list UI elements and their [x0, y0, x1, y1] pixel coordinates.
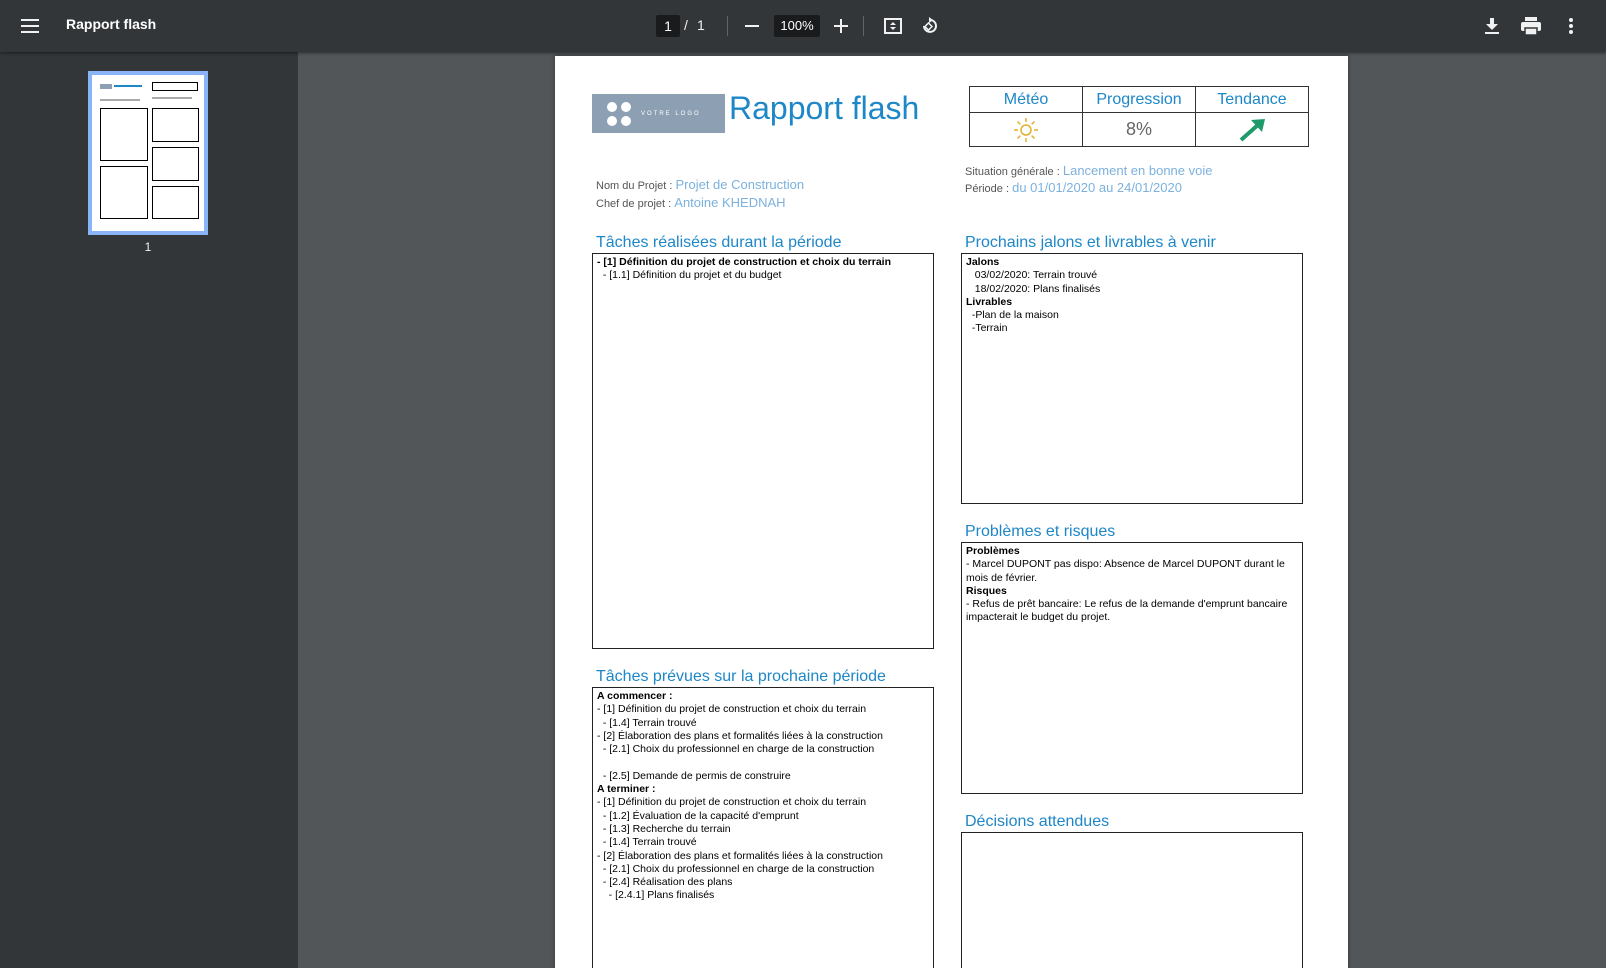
thumb-line: [152, 97, 192, 99]
livrable-line: -Terrain: [966, 322, 1008, 335]
planned-task-line: - [1.4] Terrain trouvé: [597, 716, 697, 729]
logo-text: VOTRE LOGO: [641, 110, 701, 117]
planned-task-line: - [2.4] Réalisation des plans: [597, 876, 733, 889]
thumb-box: [152, 108, 199, 142]
planned-task-line: - [1.3] Recherche du terrain: [597, 822, 731, 835]
planned-task-line: - [2] Élaboration des plans et formalités liées à la construction: [597, 729, 883, 742]
planned-task-line: - [2.1] Choix du professionnel en charge de la construction: [597, 743, 875, 756]
planned-task-line: - [2.1] Choix du professionnel en charge de la construction: [597, 862, 875, 875]
planned-task-line: - [2.5] Demande de permis de construire: [597, 769, 791, 782]
kpi-table: [969, 86, 1309, 147]
planned-tasks-title: Tâches prévues sur la prochaine période: [596, 668, 886, 685]
report-title: Rapport flash: [729, 90, 920, 126]
situation-row: [965, 163, 1212, 178]
thumb-box: [152, 186, 199, 219]
problem-line: - Marcel DUPONT pas dispo: Absence de Marcel DUPONT durant le mois de février.: [966, 558, 1285, 584]
more-options-icon[interactable]: [1555, 10, 1587, 42]
livrables-label: Livrables: [966, 295, 1013, 308]
period-label: Période :: [965, 183, 1010, 195]
zoom-level-input[interactable]: 100%: [774, 15, 820, 37]
risk-line: - Refus de prêt bancaire: Le refus de la demande d'emprunt bancaire impacterait le budget du projet.: [966, 598, 1288, 624]
sun-icon: [1013, 117, 1039, 143]
fit-to-page-icon[interactable]: [877, 10, 909, 42]
thumb-line: [100, 99, 140, 101]
kpi-meteo-header: Météo: [970, 87, 1083, 113]
thumbnail-sidebar: [0, 52, 298, 968]
thumb-box: [152, 147, 199, 181]
zoom-in-icon[interactable]: [825, 10, 857, 42]
milestones-box: [961, 253, 1303, 504]
kpi-progression-header: Progression: [1083, 87, 1196, 113]
done-task-line: - [1] Définition du projet de construction et choix du terrain: [597, 256, 892, 268]
situation-label: Situation générale :: [965, 166, 1060, 178]
thumb-kpi: [152, 82, 198, 91]
kpi-progression-value: 8%: [1083, 113, 1196, 147]
menu-icon[interactable]: [14, 10, 46, 42]
planned-task-line: - [1.2] Évaluation de la capacité d'emprunt: [597, 809, 799, 822]
risks-label: Risques: [966, 584, 1007, 597]
thumb-box: [100, 166, 148, 219]
planned-task-line: - [1] Définition du projet de construction et choix du terrain: [597, 703, 867, 716]
planned-task-line: - [1.4] Terrain trouvé: [597, 836, 697, 849]
toolbar-divider: [727, 16, 728, 36]
period-row: [965, 180, 1182, 195]
problems-label: Problèmes: [966, 545, 1020, 557]
kpi-tendance-header: Tendance: [1196, 87, 1309, 113]
manager-value: Antoine KHEDNAH: [674, 195, 786, 210]
toolbar-divider: [863, 16, 864, 36]
company-logo: [592, 94, 725, 133]
kpi-meteo-value: [970, 113, 1083, 147]
document-title: Rapport flash: [66, 16, 157, 32]
thumb-title: [114, 85, 142, 87]
page-thumbnail[interactable]: [88, 71, 208, 235]
decisions-box: [961, 832, 1303, 968]
page-number-input[interactable]: 1: [656, 15, 680, 37]
page-total: 1: [697, 17, 705, 33]
situation-value: Lancement en bonne voie: [1062, 163, 1213, 178]
planned-task-line: - [1] Définition du projet de construction et choix du terrain: [597, 796, 867, 809]
livrable-line: -Plan de la maison: [966, 309, 1059, 322]
decisions-title: Décisions attendues: [965, 813, 1110, 830]
planned-task-line: - [2.4.1] Plans finalisés: [597, 889, 715, 902]
jalons-label: Jalons: [966, 256, 1000, 268]
jalon-line: 03/02/2020: Terrain trouvé: [966, 269, 1098, 282]
planned-task-line: - [2] Élaboration des plans et formalités liées à la construction: [597, 849, 883, 862]
thumb-logo: [100, 84, 112, 89]
done-task-line: - [1.1] Définition du projet et du budget: [597, 269, 782, 282]
planned-task-line: [597, 756, 929, 769]
project-name-label: Nom du Projet :: [596, 180, 673, 192]
milestones-title: Prochains jalons et livrables à venir: [965, 234, 1216, 251]
project-name-value: Projet de Construction: [675, 177, 805, 192]
problems-box: [961, 542, 1303, 794]
problems-title: Problèmes et risques: [965, 523, 1116, 540]
zoom-out-icon[interactable]: [736, 10, 768, 42]
done-tasks-title: Tâches réalisées durant la période: [596, 234, 842, 251]
rotate-icon[interactable]: [913, 10, 945, 42]
arrow-up-right-icon: [1237, 117, 1267, 143]
manager-label: Chef de projet :: [596, 198, 672, 210]
manager-row: [596, 195, 786, 210]
planned-end-label: A terminer :: [597, 783, 656, 796]
thumb-box: [100, 108, 148, 161]
jalon-line: 18/02/2020: Plans finalisés: [966, 282, 1101, 295]
kpi-tendance-value: [1196, 113, 1309, 147]
done-tasks-box: [592, 253, 934, 649]
page-separator: /: [684, 17, 688, 33]
download-icon[interactable]: [1476, 10, 1508, 42]
pdf-page: [555, 56, 1348, 968]
planned-tasks-box: [592, 687, 934, 968]
thumbnail-page-number: 1: [144, 240, 152, 254]
print-icon[interactable]: [1515, 10, 1547, 42]
period-value: du 01/01/2020 au 24/01/2020: [1012, 180, 1182, 195]
project-name-row: [596, 177, 804, 192]
planned-start-label: A commencer :: [597, 690, 673, 702]
pdf-toolbar: [0, 0, 1606, 52]
